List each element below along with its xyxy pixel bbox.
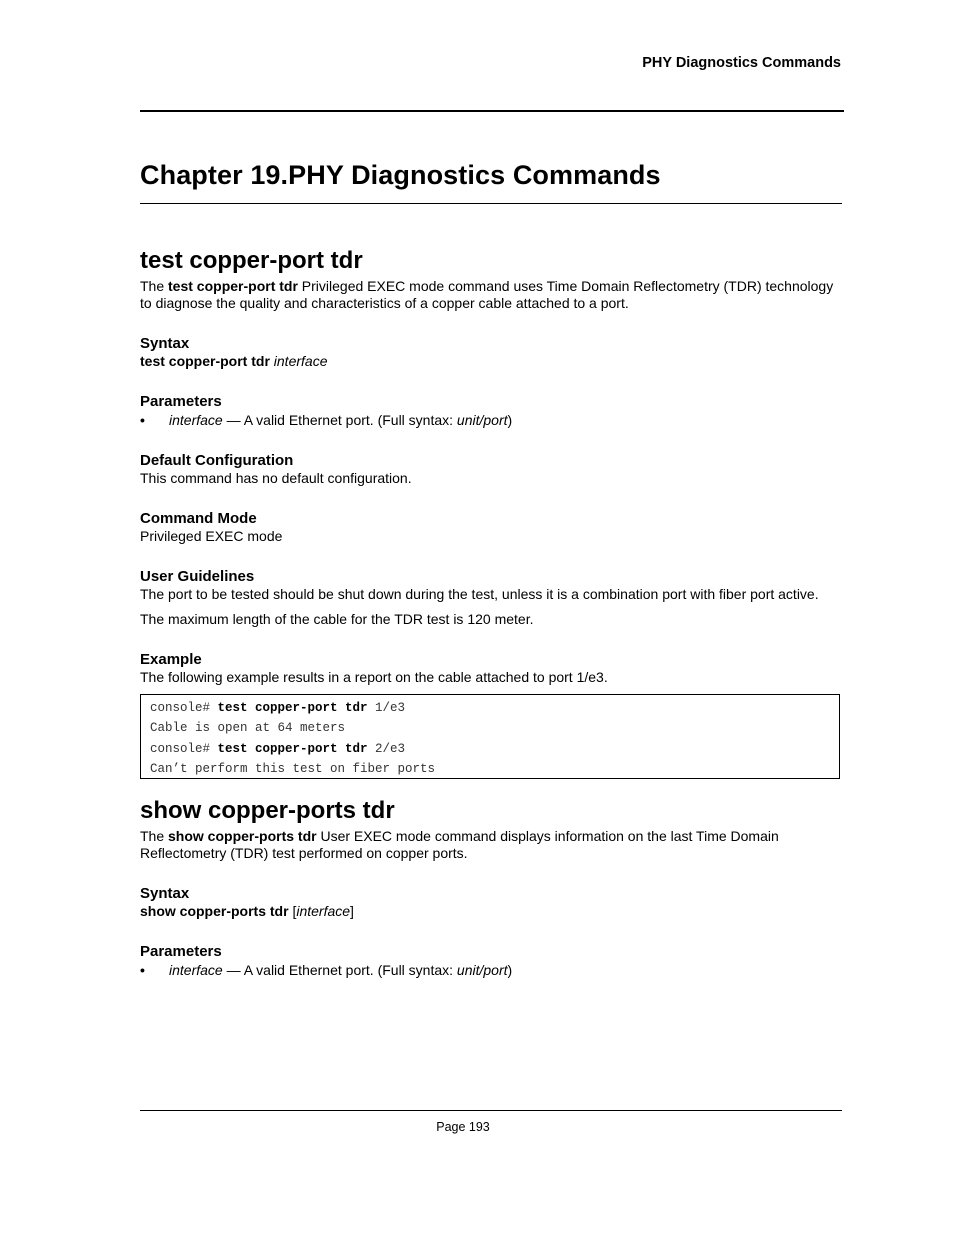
guideline-text: The maximum length of the cable for the TDR test is 120 meter. bbox=[140, 611, 534, 627]
command-title: show copper-ports tdr bbox=[140, 797, 395, 824]
syntax-heading: Syntax bbox=[140, 885, 190, 902]
default-config-heading: Default Configuration bbox=[140, 452, 294, 469]
guideline-text: The port to be tested should be shut down during the test, unless it is a combination port with fiber port active. bbox=[140, 586, 819, 602]
command-name-bold: test copper-port tdr bbox=[168, 278, 298, 294]
syntax-line: show copper-ports tdr [interface] bbox=[140, 903, 354, 919]
bullet-marker: • bbox=[140, 962, 145, 978]
user-guidelines-heading: User Guidelines bbox=[140, 568, 255, 585]
command-mode-text: Privileged EXEC mode bbox=[140, 528, 283, 544]
parameter-item: • interface — A valid Ethernet port. (Full syntax: unit/port) bbox=[140, 412, 513, 428]
command-description: The show copper-ports tdr User EXEC mode command displays information on the last Time Domain Reflectometry (TDR) test performed on copper ports. bbox=[140, 828, 779, 861]
parameters-heading: Parameters bbox=[140, 943, 222, 960]
default-config-text: This command has no default configuration. bbox=[140, 470, 412, 486]
command-mode-heading: Command Mode bbox=[140, 510, 257, 527]
command-title: test copper-port tdr bbox=[140, 247, 363, 274]
code-example-box bbox=[140, 694, 840, 779]
command-section-show-copper-ports-tdr bbox=[140, 795, 842, 979]
parameter-item: • interface — A valid Ethernet port. (Full syntax: unit/port) bbox=[140, 962, 513, 978]
chapter-rule bbox=[140, 203, 842, 204]
code-line: console# test copper-port tdr 1/e3 bbox=[150, 701, 406, 715]
code-line: console# test copper-port tdr 2/e3 bbox=[150, 741, 406, 756]
footer-rule bbox=[140, 1110, 842, 1111]
code-line: Can’t perform this test on fiber ports bbox=[150, 761, 436, 776]
bullet-marker: • bbox=[140, 412, 145, 428]
code-line: Cable is open at 64 meters bbox=[150, 721, 346, 736]
header-rule bbox=[140, 110, 844, 112]
syntax-line: test copper-port tdr interface bbox=[140, 353, 328, 369]
command-name-bold: show copper-ports tdr bbox=[168, 828, 317, 844]
example-heading: Example bbox=[140, 651, 202, 668]
page-content bbox=[140, 245, 842, 979]
command-section-test-copper-port-tdr bbox=[140, 245, 842, 779]
command-description: The test copper-port tdr Privileged EXEC mode command uses Time Domain Reflectometry (TDR) technology to diagnose the quality and characteristics of a copper cable attached to a port. bbox=[140, 278, 834, 311]
chapter-title: Chapter 19.PHY Diagnostics Commands bbox=[140, 160, 661, 190]
running-header: PHY Diagnostics Commands bbox=[642, 55, 841, 71]
parameters-heading: Parameters bbox=[140, 393, 222, 410]
example-description: The following example results in a report on the cable attached to port 1/e3. bbox=[140, 669, 608, 685]
syntax-heading: Syntax bbox=[140, 335, 190, 352]
page-number: Page 193 bbox=[436, 1120, 490, 1134]
